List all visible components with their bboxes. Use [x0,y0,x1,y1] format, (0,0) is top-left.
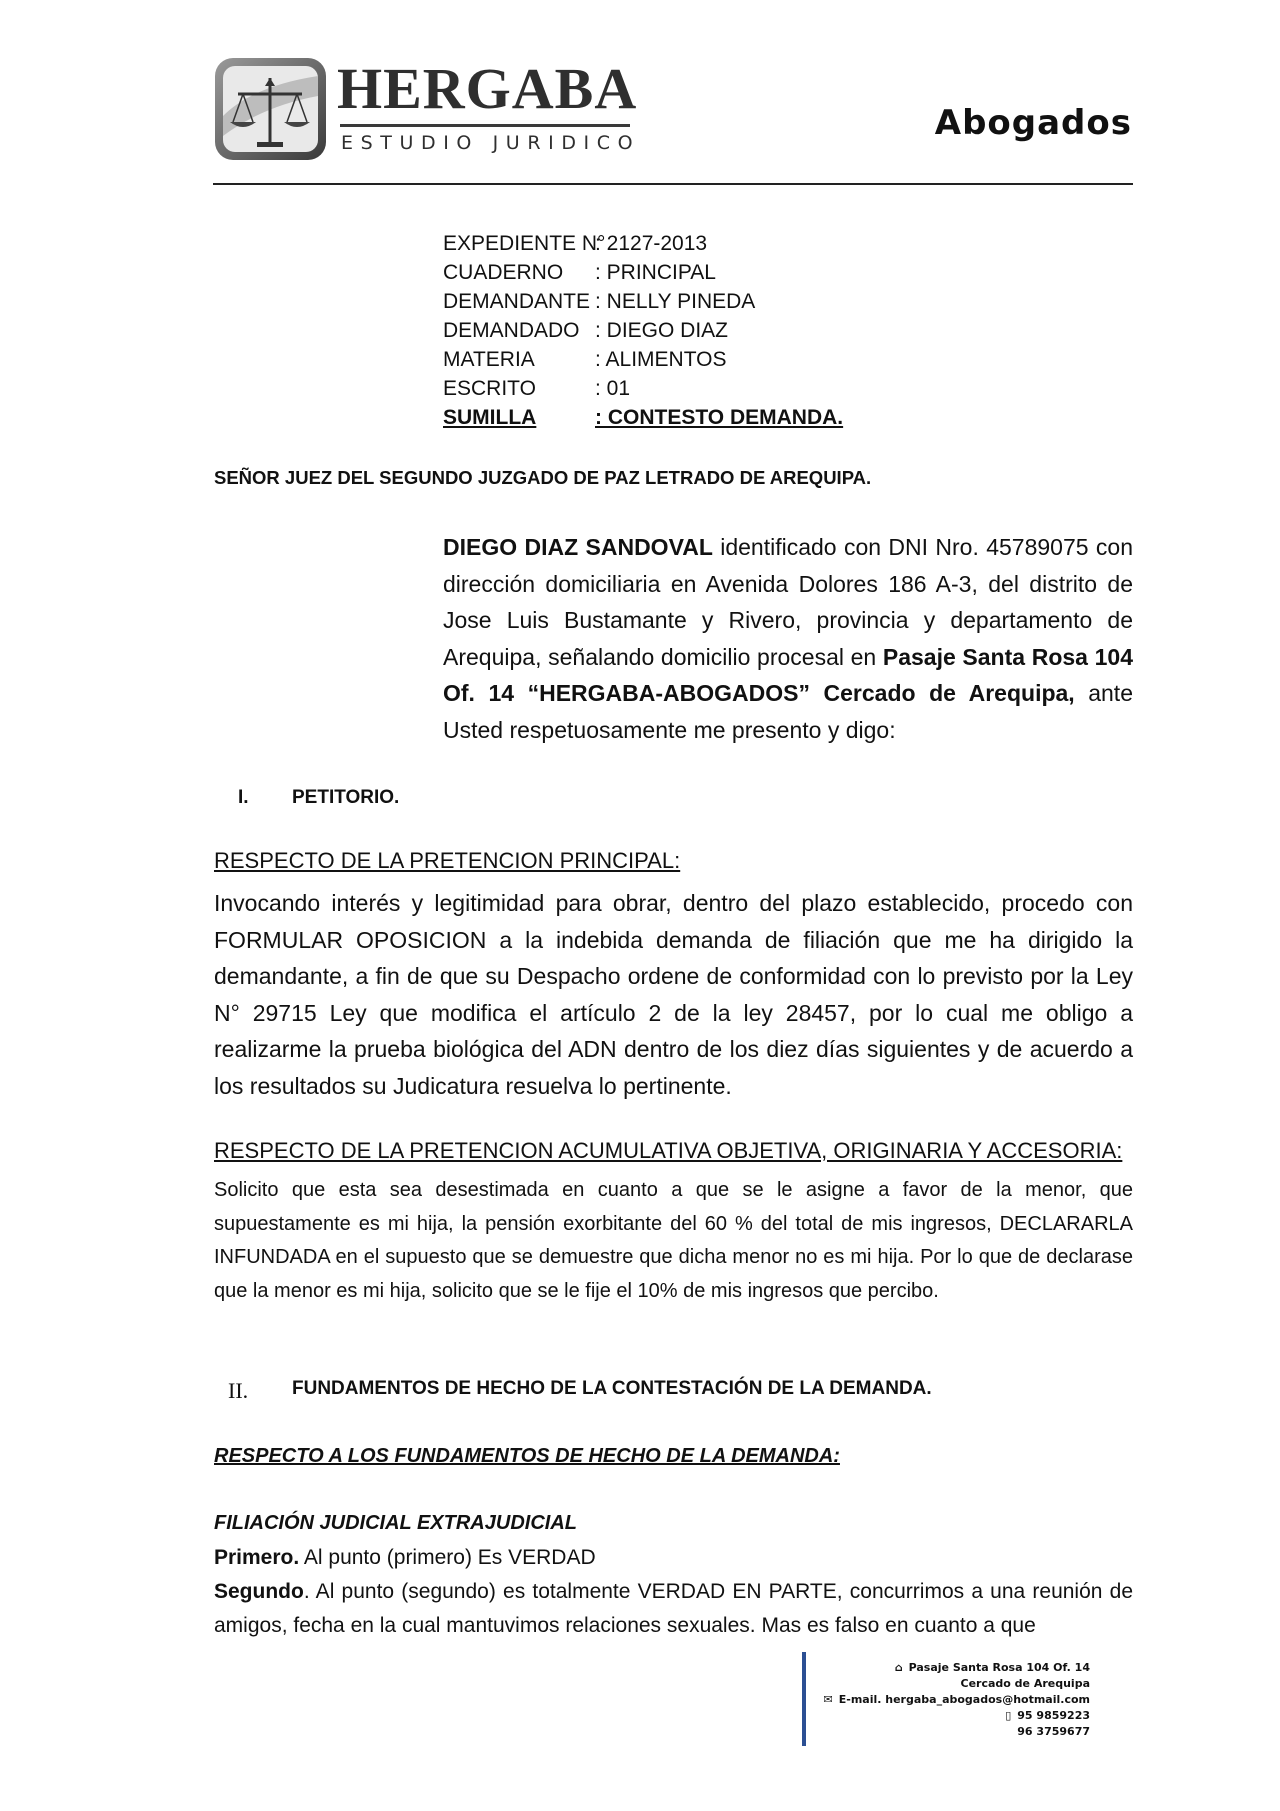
footer-city: Cercado de Arequipa [960,1677,1090,1690]
firm-type-title: Abogados [934,103,1132,143]
section-heading-petitorio [238,787,399,809]
footer-phone2: 96 3759677 [1017,1725,1090,1738]
section-title: FUNDAMENTOS DE HECHO DE LA CONTESTACIÓN DE LA DEMANDA. [292,1378,932,1399]
footer-address-line [824,1660,1090,1676]
footer-email-line [824,1692,1090,1708]
defendant-name: DIEGO DIAZ SANDOVAL [443,534,713,560]
case-label: DEMANDADO [443,319,580,342]
case-row-materia [443,345,843,374]
case-row-sumilla [443,403,843,432]
section-heading-fundamentos [228,1378,932,1404]
case-value: : 2127-2013 [595,232,708,255]
case-label: EXPEDIENTE N° [443,232,606,255]
scales-of-justice-icon [213,56,328,162]
intro-paragraph [443,529,1133,748]
subheading-fundamentos-demanda: RESPECTO A LOS FUNDAMENTOS DE HECHO DE LA DEMANDA: [214,1445,840,1467]
home-icon: ⌂ [894,1661,903,1674]
phone-icon: ▯ [1005,1709,1012,1722]
paragraph-pretension-acumulativa: Solicito que esta sea desestimada en cuanto a que se le asigne a favor de la menor, que supuestamente es mi hija, la pensión exorbitante del 60 % del total de mis ingresos, DECLARARLA INFUNDADA en el supuesto que se demuestre que dicha menor no es mi hija. Por lo que de declarase que la menor es mi hija, solicito que se le fije el 10% de mis ingresos que percibo. [214,1179,1133,1302]
primero-text: Al punto (primero) Es VERDAD [299,1546,596,1569]
footer-phone1: 95 9859223 [1017,1709,1090,1722]
envelope-icon: ✉ [823,1693,833,1706]
section-number: I. [238,787,249,808]
footer-contact [824,1660,1090,1740]
case-row-cuaderno [443,258,843,287]
paragraph-primero [214,1541,1133,1575]
case-row-demandado [443,316,843,345]
section-number: II. [228,1378,249,1403]
logo-name: HERGABA [337,56,638,121]
case-value: : PRINCIPAL [595,261,716,284]
logo-subtitle: ESTUDIO JURIDICO [341,132,641,154]
paragraph-pretension-principal: Invocando interés y legitimidad para obrar, dentro del plazo establecido, procedo con FORMULAR OPOSICION a la indebida demanda de filiación que me ha dirigido la demandante, a fin de que su Despacho ordene de conformidad con lo previsto por la Ley N° 29715 Ley que modifica el artículo 2 de la ley 28457, por lo cual me obligo a realizarme la prueba biológica del ADN dentro de los diez días siguientes y de acuerdo a los resultados su Judicatura resuelva lo pertinente. [214,890,1133,1099]
addressee: SEÑOR JUEZ DEL SEGUNDO JUZGADO DE PAZ LETRADO DE AREQUIPA. [214,467,872,488]
case-row-expediente [443,229,843,258]
intro-text-end: ante Usted respetuosamente me presento y digo: [443,680,1133,743]
case-value: : CONTESTO DEMANDA. [595,406,844,429]
section-title: PETITORIO. [292,787,400,808]
case-value: : ALIMENTOS [595,348,727,371]
subheading-pretension-principal: RESPECTO DE LA PRETENCION PRINCIPAL: [214,848,681,873]
subheading-pretension-acumulativa: RESPECTO DE LA PRETENCION ACUMULATIVA OBJETIVA, ORIGINARIA Y ACCESORIA: [214,1138,1123,1163]
case-row-demandante [443,287,843,316]
subheading-filiacion: FILIACIÓN JUDICIAL EXTRAJUDICIAL [214,1512,577,1534]
footer-phone-line [824,1708,1090,1724]
primero-label: Primero. [214,1546,300,1569]
case-row-escrito [443,374,843,403]
procedural-address: Pasaje Santa Rosa 104 Of. 14 “HERGABA-ABOGADOS” Cercado de Arequipa, [443,643,1133,706]
case-value: : DIEGO DIAZ [595,319,729,342]
header-divider [213,183,1133,185]
logo-rule [340,124,630,127]
case-value: : 01 [595,377,631,400]
intro-text: identificado con DNI Nro. 45789075 con dirección domiciliaria en Avenida Dolores 186 A-3, del distrito de Jose Luis Bustamante y Rivero, provincia y departamento de Arequipa, señalando domicilio procesal en [443,534,1133,670]
case-label: ESCRITO [443,377,536,400]
segundo-text: . Al punto (segundo) es totalmente VERDAD EN PARTE, concurrimos a una reunión de amigos, fecha en la cual mantuvimos relaciones sexuales. Mas es falso en cuanto a que [214,1580,1133,1637]
footer-address: Pasaje Santa Rosa 104 Of. 14 [908,1661,1090,1674]
case-value: : NELLY PINEDA [595,290,756,313]
case-label: CUADERNO [443,261,564,284]
segundo-label: Segundo [214,1580,304,1603]
case-label: SUMILLA [443,406,537,429]
case-details [443,229,843,432]
paragraph-segundo [214,1575,1133,1642]
footer-accent-bar [802,1652,806,1746]
firm-logo [213,56,641,166]
case-label: DEMANDANTE [443,290,591,313]
footer-email: E-mail. hergaba_abogados@hotmail.com [838,1693,1090,1706]
case-label: MATERIA [443,348,535,371]
